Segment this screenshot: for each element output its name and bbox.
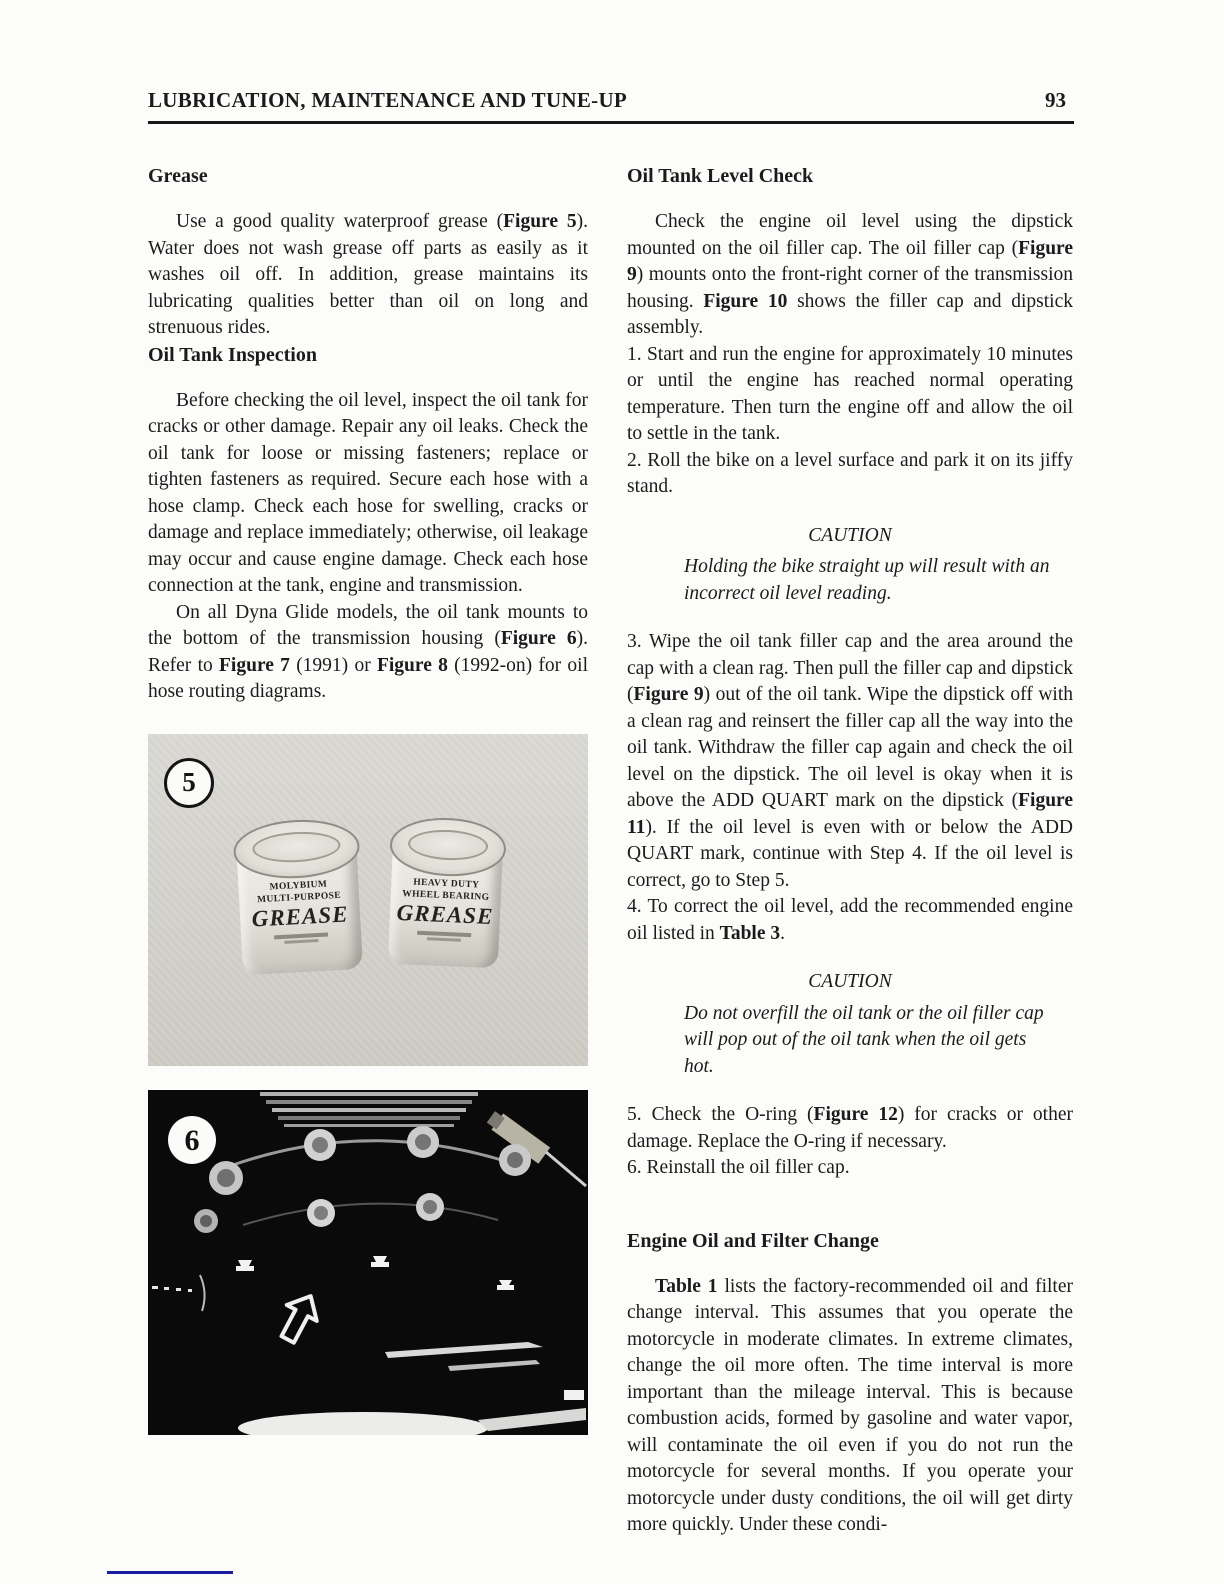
section-heading-oil-tank-inspection: Oil Tank Inspection [148, 343, 317, 366]
page-header-title: LUBRICATION, MAINTENANCE AND TUNE-UP [148, 88, 628, 112]
text-segment: 5. Check the O-ring ( [627, 1104, 814, 1125]
text-segment: On all Dyna Glide models, the oil tank mounts to the bottom of the transmission housing ( [148, 601, 588, 649]
step-4 [627, 894, 1073, 947]
figure-ref: Figure 11 [627, 790, 1073, 838]
can-label-line: MULTI-PURPOSE [256, 890, 342, 905]
caution-title: CAUTION [808, 971, 892, 992]
section-heading-oil-tank-level-check: Oil Tank Level Check [627, 165, 814, 187]
inspection-paragraph-2 [148, 600, 588, 706]
step-6: 6. Reinstall the oil filler cap. [627, 1157, 850, 1178]
text-segment: Check the engine oil level using the dipstick mounted on the oil filler cap. The oil filler cap ( [627, 211, 1073, 259]
label-fineprint-bar [274, 932, 328, 939]
can-label-grease: GREASE [251, 900, 350, 931]
caution-title: CAUTION [808, 524, 892, 546]
text-segment: ). Refer to [148, 628, 588, 676]
text-segment: 3. Wipe the oil tank filler cap and the area around the cap with a clean rag. Then pull the filler cap and dipstick ( [627, 631, 1073, 705]
can-label-line: WHEEL BEARING [401, 888, 490, 903]
text-segment: ) mounts onto the front-right corner of the transmission housing. [627, 264, 1073, 312]
step-3 [627, 629, 1073, 894]
text-segment: Use a good quality waterproof grease ( [176, 211, 504, 232]
section-heading-engine-oil-filter-change: Engine Oil and Filter Change [627, 1229, 879, 1252]
text-segment: ) out of the oil tank. Wipe the dipstick off with a clean rag and reinsert the filler cap all the way into the oil tank. Withdraw the filler cap again and check the oil level on the dipstick. The oil level is okay when it is above the ADD QUART mark on the dipstick ( [627, 684, 1073, 811]
text-segment: 4. To correct the oil level, add the recommended engine oil listed in [627, 896, 1073, 944]
text-segment: ). If the oil level is even with or below the ADD QUART mark, continue with Step 4. If the oil level is correct, go to Step 5. [627, 816, 1073, 891]
figure-6-callout [168, 1116, 216, 1164]
inspection-paragraph-1: Before checking the oil level, inspect the oil tank for cracks or other damage. Repair any oil leaks. Check the oil tank for loose or missing fasteners; replace or tighten fasteners as required. Secure each hose with a hose clamp. Check each hose for swelling, cracks or damage and replace immediately; otherwise, oil leakage may occur and cause engine damage. Check each hose connection at the tank, engine and transmission. [148, 389, 588, 596]
grease-can-right-label [386, 875, 505, 943]
grease-can-left [232, 816, 366, 974]
grease-can-right-lid-ring [407, 828, 489, 862]
grease-can-right [385, 815, 507, 968]
can-label-line: MOLYBIUM [269, 879, 328, 893]
figure-ref: Figure 8 [376, 654, 448, 676]
step-5 [627, 1102, 1073, 1155]
figure-ref: Figure 9 [633, 684, 704, 705]
grease-can-left-lid-ring [252, 829, 341, 864]
filter-change-paragraph [627, 1274, 1073, 1539]
level-check-paragraph [627, 209, 1073, 342]
figure-ref: Figure 6 [500, 628, 577, 649]
text-segment: (1992-on) for oil hose routing diagrams. [148, 654, 588, 702]
figure-6-graphic [148, 1090, 588, 1435]
figure-6-number: 6 [184, 1123, 200, 1157]
caution-block-1 [627, 523, 1073, 608]
text-segment: ). Water does not wash grease off parts as easily as it washes oil off. In addition, grease maintains its lubricating qualities better than oil on long and strenuous rides. [148, 211, 588, 338]
table-ref: Table 1 [655, 1275, 718, 1297]
text-segment: (1991) or [289, 654, 377, 676]
caution-body: Holding the bike straight up will result with an incorrect oil level reading. [684, 556, 1050, 604]
header-rule [148, 121, 1074, 124]
table-ref: Table 3 [719, 922, 781, 944]
text-segment: lists the factory-recommended oil and filter change interval. This assumes that you operate the motorcycle in moderate climates. In extreme climates, change the oil more often. The time interval is more important than the mileage interval. This is because combustion acids, formed by gasoline and water vapor, will contaminate the oil even if you do not run the motorcycle for several months. If you operate your motorcycle under dusty conditions, the oil will get dirty more quickly. Under these condi- [627, 1275, 1073, 1535]
figure-6-photo [148, 1090, 588, 1435]
figure-ref: Figure 12 [813, 1104, 898, 1125]
figure-5-photo [148, 734, 588, 1066]
figure-5-number: 5 [182, 767, 196, 798]
can-label-grease: GREASE [396, 899, 494, 929]
page-number: 93 [1045, 88, 1066, 112]
right-column [627, 163, 1073, 1539]
caution-block-2 [627, 969, 1073, 1080]
figure-ref: Figure 9 [627, 237, 1073, 285]
step-1: 1. Start and run the engine for approximately 10 minutes or until the engine has reached normal operating temperature. Then turn the engine off and allow the oil to settle in the tank. [627, 343, 1073, 444]
bottom-blue-line [107, 1571, 233, 1574]
figure-5-callout [164, 758, 214, 808]
text-segment: . [780, 922, 786, 944]
figure-ref: Figure 5 [503, 211, 577, 232]
can-label-line: HEAVY DUTY [413, 877, 480, 890]
figure-ref: Figure 10 [703, 290, 788, 312]
label-fineprint-bar [417, 930, 471, 936]
left-column [148, 163, 588, 1435]
grease-paragraph [148, 209, 588, 342]
figure-ref: Figure 7 [219, 654, 290, 676]
caution-body: Do not overfill the oil tank or the oil filler cap will pop out of the oil tank when the oil gets hot. [684, 1002, 1044, 1077]
step-2: 2. Roll the bike on a level surface and park it on its jiffy stand. [627, 449, 1073, 497]
text-segment: ) for cracks or other damage. Replace the O-ring if necessary. [627, 1104, 1073, 1152]
section-heading-grease: Grease [148, 165, 208, 187]
text-segment: shows the filler cap and dipstick assembly. [627, 290, 1073, 338]
grease-can-left-label [235, 876, 364, 946]
